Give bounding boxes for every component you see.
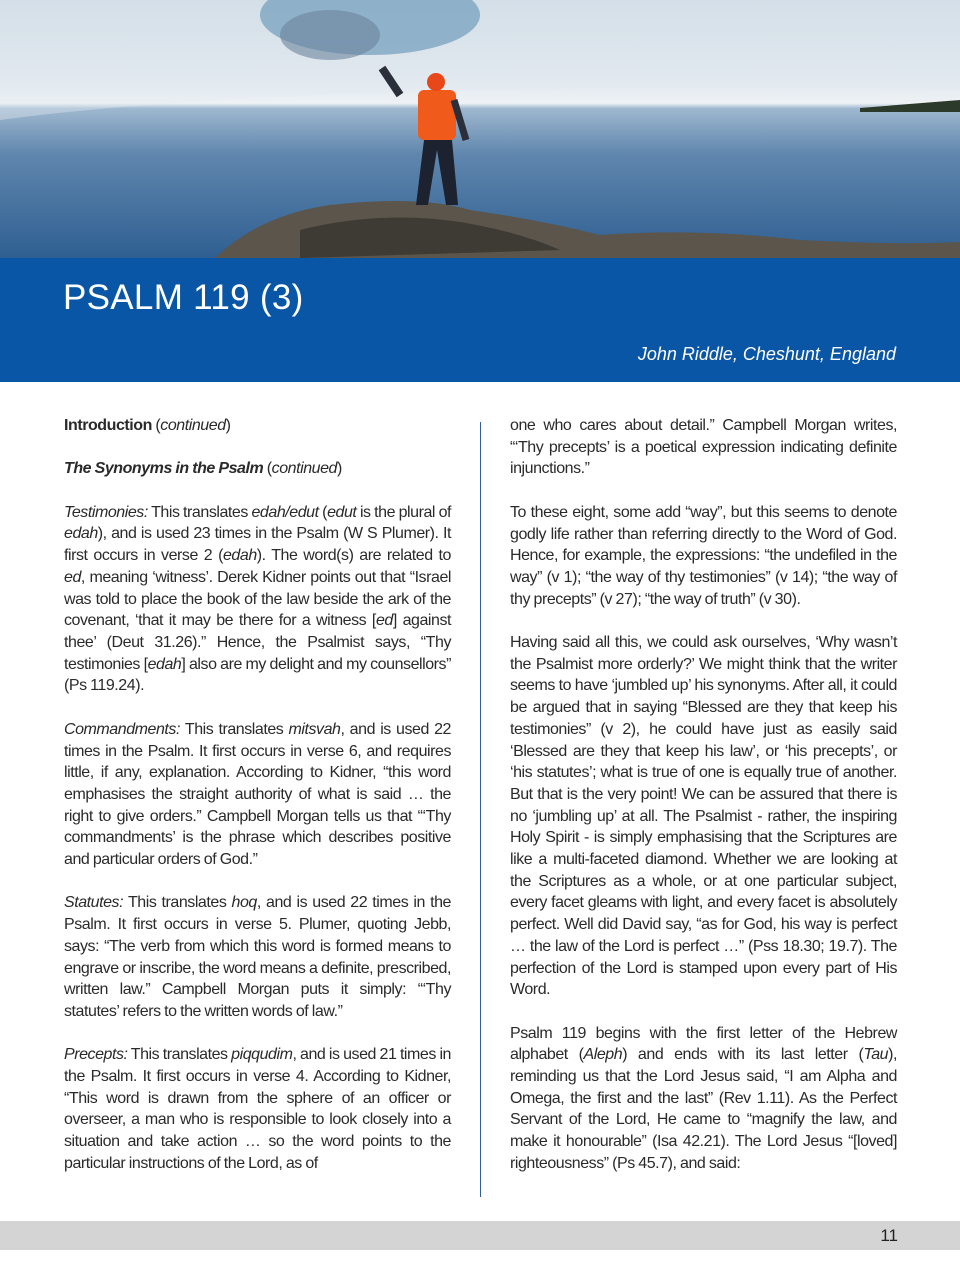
text-run: The Synonyms in the Psalm [64,460,264,478]
text-run: ). The word(s) are related to [256,547,451,565]
text-run: Introduction [64,417,152,434]
text-run: ] also are my delight and my counsellors” (Ps 119.24). [64,655,451,695]
title-band [0,258,960,382]
paragraph [64,502,451,697]
paragraph [64,892,451,1022]
text-run: ( [318,503,328,521]
paragraph [64,1044,451,1174]
text-run: continued [271,460,337,478]
paragraph [510,415,897,480]
article-title: PSALM 119 (3) [63,278,304,317]
text-run: ) [336,460,342,478]
text-run: continued [160,417,226,434]
right-column [510,415,897,1196]
text-run: edah/edut [251,503,319,521]
footer-bar [0,1221,960,1250]
paragraph [510,1023,897,1175]
header-photo [0,0,960,258]
text-run: , and is used 21 times in the Psalm. It first occurs in verse 4. According to Kidner, “This word is drawn from the sphere of an officer or overseer, a man who is responsible to look closely into a situation and take action … so the word points to the particular instructions of the Lord, as of [64,1046,451,1172]
text-run: ed [64,568,81,586]
text-run: ( [263,460,272,478]
text-run: is the plural of [356,503,452,521]
text-run: This translates [147,503,252,521]
text-run: This translates [123,894,232,912]
text-run: , and is used 22 times in the Psalm. It first occurs in verse 6, and requires little, if any, explanation. According to Kidner, “this word emphasises the straight authority of what is said … the right to give orders.” Campbell Morgan tells us that “‘Thy commandments’ is the phrase which describes positive and particular orders of God.” [64,720,451,869]
left-column [64,415,451,1196]
text-run: mitsvah [288,720,341,738]
text-run: This translates [127,1046,232,1064]
text-run: This translates [179,720,289,738]
text-run: ) [225,417,231,434]
text-run: Psalm 119 begins with the first letter of the Hebrew alphabet ( [510,1024,897,1064]
text-run: one who cares about detail.” Campbell Morgan writes, “‘Thy precepts’ is a poetical expression indicating definite injunctions.” [510,417,897,478]
paragraph [510,632,897,1001]
distant-island [860,100,960,112]
text-run: ed [375,612,393,630]
text-run: Commandments: [64,720,180,738]
text-run: hoq [231,894,257,912]
sky-haze [0,0,960,120]
column-divider [480,422,481,1197]
text-run: Precepts: [64,1046,128,1064]
text-run: ), and is used 23 times in the Psalm (W S Plumer). It first occurs in verse 2 ( [64,525,451,565]
text-run: piqqudim [231,1046,293,1064]
paragraph [64,415,451,437]
page-number: 11 [880,1226,898,1245]
text-run: ) and ends with its last letter ( [622,1046,864,1064]
article-author: John Riddle, Cheshunt, England [637,344,896,364]
text-run: , meaning ‘witness’. Derek Kidner points out that “Israel was told to place the book of the law beside the ark of the covenant, ‘that it may be there for a witness [ [64,568,451,630]
text-run: ( [151,417,161,434]
text-run: edah [222,547,257,565]
text-run: Tau [863,1046,889,1064]
text-run: Aleph [583,1046,623,1064]
text-run: edut [327,503,357,521]
paragraph [64,719,451,871]
text-run: ] against thee’ (Deut 31.26).” Hence, the Psalmist says, “Thy testimonies [ [64,612,452,673]
paragraph [510,502,897,611]
text-run: Having said all this, we could ask ourselves, ‘Why wasn’t the Psalmist more orderly?’ We might think that the writer seems to have ‘jumbled up’ his synonyms. After all, it could be argued that in saying “Blessed are they that keep his testimonies” (v 2), he could have just as easily said ‘Blessed are they that keep his law’, or ‘his precepts’, or ‘his statutes’; what is true of one is equally true of another. But that is the very point! We can be assured that there is no ‘jumbling up’ at all. The Psalmist - rather, the inspiring Holy Spirit - is simply emphasising that the Scriptures are like a multi-faceted diamond. Whether we are looking at the Scriptures as a whole, or at one particular subject, every facet gleams with light, and every facet is absolutely perfect. Well did David say, “as for God, his way is perfect … the law of the Lord is perfect …” (Pss 18.30; 19.7). The perfection of the Lord is stamped upon every part of His Word. [510,634,897,999]
text-run: Statutes: [64,894,124,912]
photo-illustration [0,0,960,258]
text-run: edah [147,655,182,673]
text-run: edah [64,525,98,543]
paragraph [64,458,451,480]
text-run: Testimonies: [64,503,148,521]
text-run: To these eight, some add “way”, but this seems to denote godly life rather than referring directly to the Word of God. Hence, for example, the expressions: “the undefiled in the way” (v 1); “the way of thy testimonies” (v 14); “the way of thy precepts” (v 27); “the way of truth” (v 30). [510,503,897,608]
text-run: , and is used 22 times in the Psalm. It first occurs in verse 5. Plumer, quoting Jebb, says: “The verb from which this word is formed means to engrave or inscribe, the word means a definite, prescribed, written law.” Campbell Morgan puts it simply: “‘Thy statutes’ refers to the written words of law.” [64,894,451,1020]
text-run: ), reminding us that the Lord Jesus said, “I am Alpha and Omega, the first and the last” (Rev 1.11). As the Perfect Servant of the Lord, He came to “magnify the law, and make it honourable” (Isa 42.21). The Lord Jesus “[loved] righteousness” (Ps 45.7), and said: [510,1046,897,1172]
